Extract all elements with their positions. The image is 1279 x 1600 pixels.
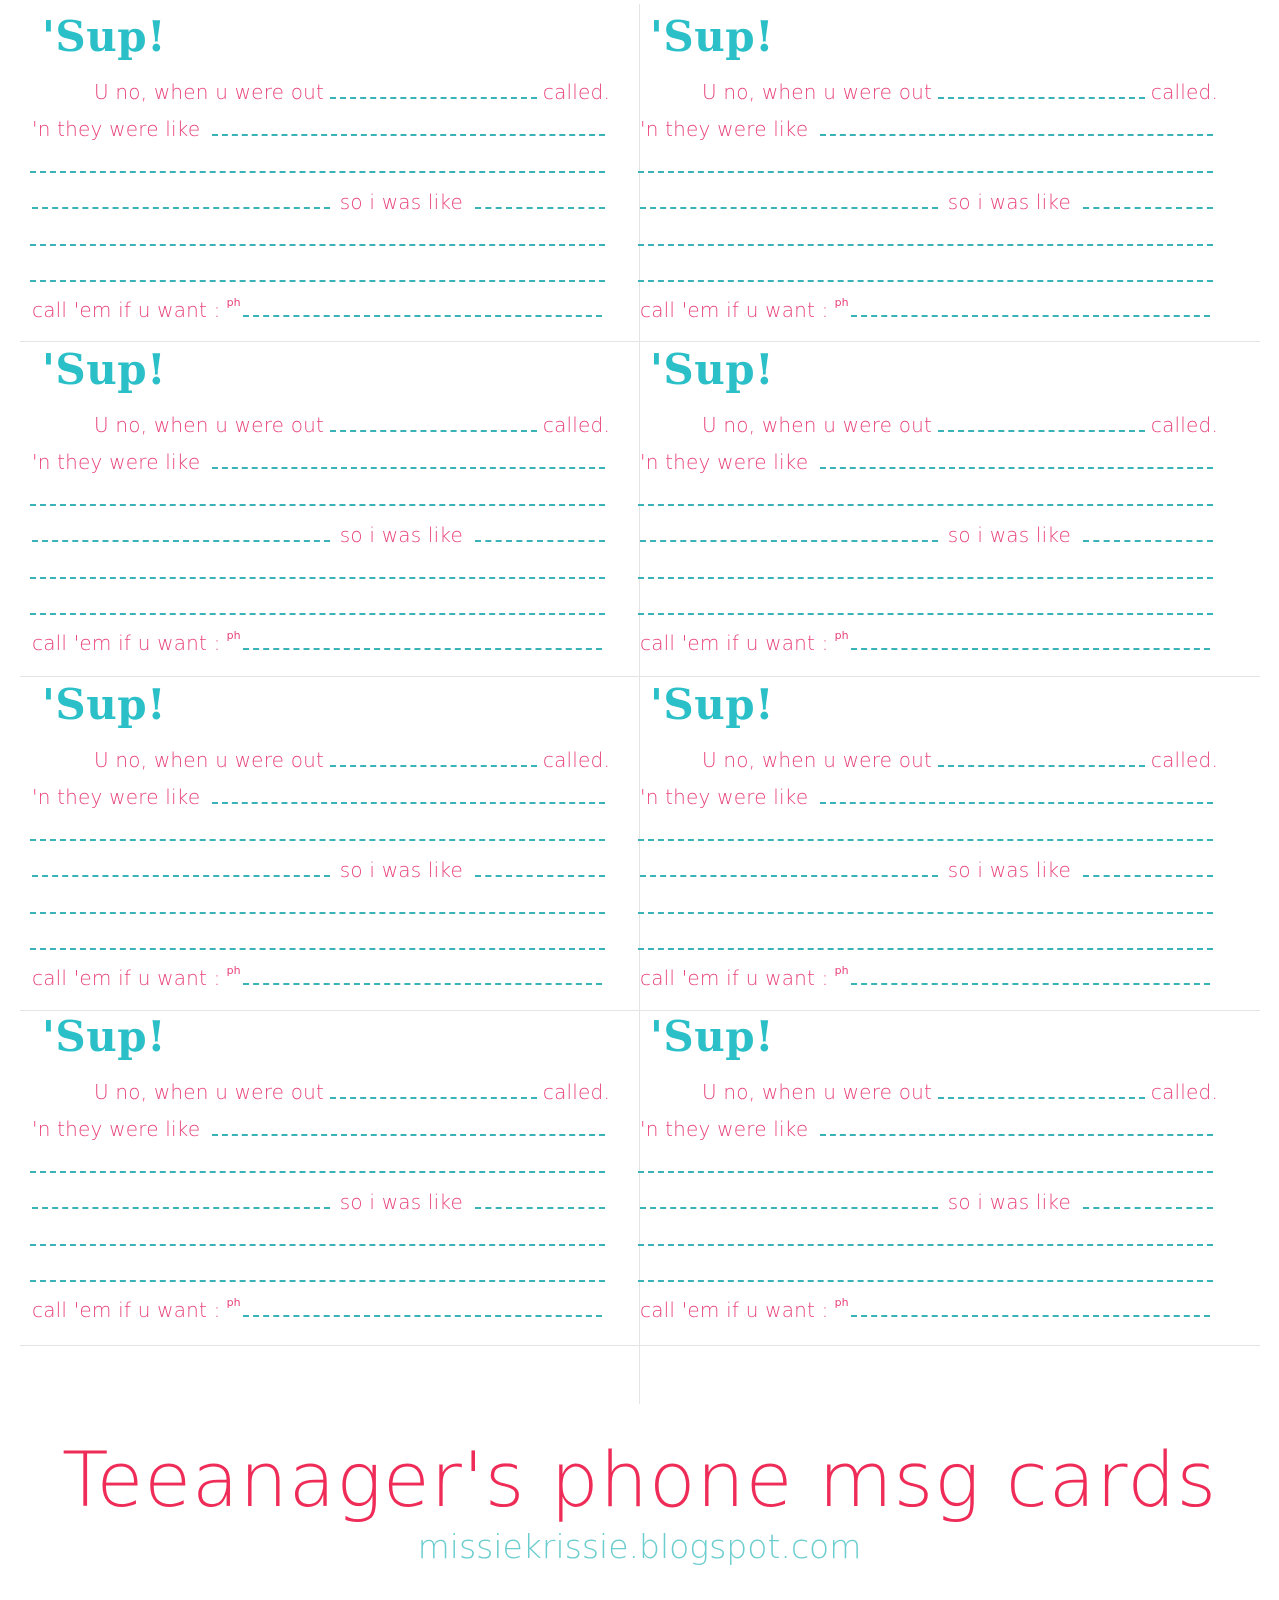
message-blank (30, 1280, 605, 1282)
message-blank (30, 1171, 605, 1173)
message-card (20, 4, 640, 346)
sheet-title: Teeanager's phone msg cards (61, 1435, 1218, 1524)
they-said-blank (820, 802, 1213, 804)
card-title: 'Sup! (42, 680, 167, 729)
they-said-label: 'n they were like (640, 450, 809, 474)
caller-label: U no, when u were out (702, 80, 933, 104)
caller-label: U no, when u were out (94, 80, 325, 104)
card-title: 'Sup! (42, 1012, 167, 1061)
i-said-blank-left (640, 540, 938, 542)
they-said-blank (820, 134, 1213, 136)
card-title: 'Sup! (650, 345, 775, 394)
i-said-label: so i was like (947, 1190, 1071, 1214)
they-said-label: 'n they were like (32, 450, 201, 474)
they-said-blank (820, 1134, 1213, 1136)
blank-line (638, 893, 1213, 917)
card-title: 'Sup! (650, 680, 775, 729)
they-said-label: 'n they were like (32, 117, 201, 141)
called-label: called. (542, 413, 610, 437)
message-blank (638, 839, 1213, 841)
called-label: called. (542, 1080, 610, 1104)
card-title: 'Sup! (42, 345, 167, 394)
i-said-blank-right (475, 207, 605, 209)
i-said-blank-left (32, 207, 330, 209)
phone-blank (243, 1315, 602, 1317)
i-said-blank-left (32, 540, 330, 542)
caller-line (94, 411, 610, 435)
message-blank (638, 244, 1213, 246)
caller-line (94, 1078, 610, 1102)
call-back-line (640, 1296, 1210, 1320)
i-said-blank-left (640, 1207, 938, 1209)
message-card (628, 672, 1248, 1014)
they-said-line (640, 783, 1213, 807)
message-blank (30, 280, 605, 282)
i-said-line (640, 188, 1213, 212)
call-back-line (32, 629, 602, 653)
they-said-line (640, 1115, 1213, 1139)
message-blank (30, 504, 605, 506)
blank-line (30, 261, 605, 285)
message-blank (638, 577, 1213, 579)
blank-line (638, 929, 1213, 953)
caller-line (702, 1078, 1218, 1102)
i-said-line (640, 521, 1213, 545)
call-back-line (32, 296, 602, 320)
i-said-label: so i was like (947, 858, 1071, 882)
caller-blank (330, 97, 537, 99)
caller-label: U no, when u were out (94, 748, 325, 772)
call-back-label: call 'em if u want : (640, 966, 829, 990)
blank-line (638, 152, 1213, 176)
i-said-blank-right (475, 540, 605, 542)
caller-label: U no, when u were out (702, 1080, 933, 1104)
caller-blank (938, 97, 1145, 99)
i-said-line (32, 188, 605, 212)
blank-line (30, 820, 605, 844)
blog-url: missiekrissie.blogspot.com (417, 1527, 862, 1566)
blank-line (638, 485, 1213, 509)
blank-line (30, 225, 605, 249)
call-back-label: call 'em if u want : (640, 631, 829, 655)
called-label: called. (542, 748, 610, 772)
message-blank (30, 948, 605, 950)
caller-blank (938, 430, 1145, 432)
card-title: 'Sup! (650, 1012, 775, 1061)
blank-line (638, 1152, 1213, 1176)
caller-blank (330, 1097, 537, 1099)
phone-blank (851, 1315, 1210, 1317)
caller-blank (330, 765, 537, 767)
caller-blank (938, 1097, 1145, 1099)
they-said-line (32, 1115, 605, 1139)
they-said-line (32, 783, 605, 807)
phone-abbr: ph (834, 1296, 849, 1309)
they-said-label: 'n they were like (32, 785, 201, 809)
phone-blank (851, 315, 1210, 317)
phone-abbr: ph (226, 296, 241, 309)
called-label: called. (1150, 413, 1218, 437)
called-label: called. (1150, 748, 1218, 772)
call-back-line (640, 629, 1210, 653)
call-back-line (640, 296, 1210, 320)
call-back-label: call 'em if u want : (640, 298, 829, 322)
message-blank (638, 280, 1213, 282)
they-said-line (640, 115, 1213, 139)
message-blank (30, 839, 605, 841)
caller-label: U no, when u were out (702, 413, 933, 437)
i-said-line (32, 1188, 605, 1212)
phone-abbr: ph (834, 629, 849, 642)
call-back-label: call 'em if u want : (32, 631, 221, 655)
call-back-label: call 'em if u want : (32, 966, 221, 990)
i-said-label: so i was like (339, 190, 463, 214)
blank-line (30, 594, 605, 618)
call-back-line (32, 1296, 602, 1320)
blank-line (30, 1152, 605, 1176)
phone-abbr: ph (834, 964, 849, 977)
message-blank (638, 912, 1213, 914)
caller-line (702, 746, 1218, 770)
message-blank (638, 948, 1213, 950)
phone-blank (851, 648, 1210, 650)
message-blank (30, 1244, 605, 1246)
i-said-label: so i was like (947, 523, 1071, 547)
blank-line (30, 893, 605, 917)
blank-line (30, 152, 605, 176)
they-said-blank (820, 467, 1213, 469)
call-back-line (32, 964, 602, 988)
they-said-blank (212, 134, 605, 136)
they-said-line (640, 448, 1213, 472)
i-said-blank-right (1083, 875, 1213, 877)
i-said-line (640, 1188, 1213, 1212)
caller-blank (938, 765, 1145, 767)
caller-label: U no, when u were out (94, 413, 325, 437)
caller-line (94, 746, 610, 770)
blank-line (30, 558, 605, 582)
card-title: 'Sup! (42, 12, 167, 61)
phone-abbr: ph (226, 964, 241, 977)
i-said-blank-left (640, 875, 938, 877)
blank-line (638, 820, 1213, 844)
call-back-label: call 'em if u want : (640, 1298, 829, 1322)
i-said-label: so i was like (339, 523, 463, 547)
message-blank (638, 1171, 1213, 1173)
blank-line (638, 594, 1213, 618)
message-blank (30, 912, 605, 914)
call-back-line (640, 964, 1210, 988)
phone-abbr: ph (226, 1296, 241, 1309)
i-said-blank-left (32, 875, 330, 877)
call-back-label: call 'em if u want : (32, 1298, 221, 1322)
phone-blank (243, 315, 602, 317)
they-said-label: 'n they were like (640, 1117, 809, 1141)
message-card (20, 672, 640, 1014)
called-label: called. (1150, 1080, 1218, 1104)
called-label: called. (542, 80, 610, 104)
message-blank (638, 504, 1213, 506)
i-said-blank-right (1083, 207, 1213, 209)
message-card (628, 4, 1248, 346)
message-blank (638, 1280, 1213, 1282)
they-said-blank (212, 467, 605, 469)
message-blank (638, 613, 1213, 615)
phone-blank (243, 648, 602, 650)
blank-line (30, 1261, 605, 1285)
i-said-blank-right (1083, 1207, 1213, 1209)
card-title: 'Sup! (650, 12, 775, 61)
they-said-blank (212, 1134, 605, 1136)
i-said-label: so i was like (339, 858, 463, 882)
message-card (628, 1004, 1248, 1346)
they-said-line (32, 448, 605, 472)
blank-line (30, 485, 605, 509)
caller-line (702, 411, 1218, 435)
blank-line (638, 1225, 1213, 1249)
blank-line (638, 558, 1213, 582)
caller-line (702, 78, 1218, 102)
they-said-label: 'n they were like (640, 117, 809, 141)
blank-line (638, 261, 1213, 285)
message-blank (30, 613, 605, 615)
they-said-blank (212, 802, 605, 804)
caller-line (94, 78, 610, 102)
phone-blank (851, 983, 1210, 985)
they-said-label: 'n they were like (640, 785, 809, 809)
they-said-label: 'n they were like (32, 1117, 201, 1141)
i-said-line (32, 856, 605, 880)
called-label: called. (1150, 80, 1218, 104)
message-card (20, 1004, 640, 1346)
i-said-blank-right (475, 1207, 605, 1209)
message-card (20, 337, 640, 679)
i-said-line (640, 856, 1213, 880)
caller-label: U no, when u were out (94, 1080, 325, 1104)
phone-abbr: ph (226, 629, 241, 642)
phone-blank (243, 983, 602, 985)
message-blank (30, 577, 605, 579)
message-blank (638, 171, 1213, 173)
i-said-label: so i was like (339, 1190, 463, 1214)
message-blank (30, 171, 605, 173)
message-card (628, 337, 1248, 679)
blank-line (30, 1225, 605, 1249)
i-said-line (32, 521, 605, 545)
i-said-blank-right (475, 875, 605, 877)
blank-line (30, 929, 605, 953)
i-said-blank-right (1083, 540, 1213, 542)
i-said-label: so i was like (947, 190, 1071, 214)
i-said-blank-left (32, 1207, 330, 1209)
message-blank (638, 1244, 1213, 1246)
message-blank (30, 244, 605, 246)
they-said-line (32, 115, 605, 139)
blank-line (638, 225, 1213, 249)
phone-abbr: ph (834, 296, 849, 309)
blank-line (638, 1261, 1213, 1285)
caller-label: U no, when u were out (702, 748, 933, 772)
caller-blank (330, 430, 537, 432)
call-back-label: call 'em if u want : (32, 298, 221, 322)
i-said-blank-left (640, 207, 938, 209)
